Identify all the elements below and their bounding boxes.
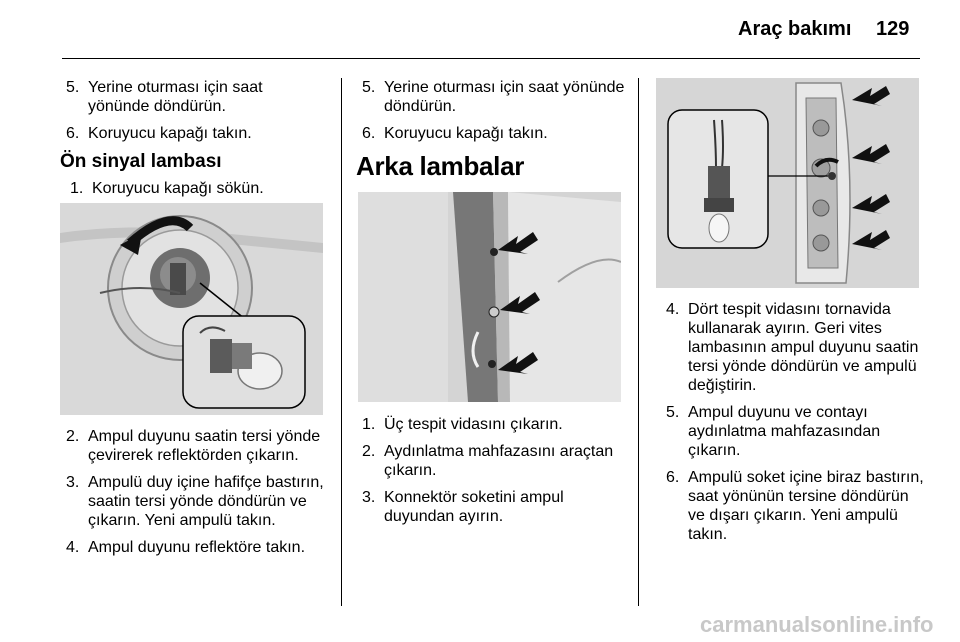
list-item: 6. Koruyucu kapağı takın.: [362, 125, 548, 142]
column-1-lower: [66, 427, 332, 565]
column-3: [666, 300, 928, 552]
running-header-title: Araç bakımı: [738, 18, 852, 40]
section-heading-front-signal: Ön sinyal lambası: [60, 151, 222, 172]
watermark: carmanualsonline.info: [700, 612, 934, 637]
column-2-lower: [362, 415, 628, 534]
section-heading-rear-lamps: Arka lambalar: [356, 151, 525, 181]
column-1: [60, 78, 328, 206]
list-item: 1. Üç tespit vidasını çıkarın.: [362, 416, 563, 433]
list-item: 1. Koruyucu kapağı sökün.: [70, 180, 264, 197]
col1-pre-steps: [70, 179, 328, 198]
column-divider-1: [341, 78, 342, 606]
list-item: 3. Ampulü duy içine hafifçe bastırın, saatin tersi yönde döndürün ve çıkarın. Yeni ampulü takın.: [66, 474, 324, 529]
list-item: 6. Ampulü soket içine biraz bastırın, saat yönünün tersine döndürün ve dışarı çıkarın. Yeni ampulü takın.: [666, 469, 924, 543]
page-number: 129: [876, 18, 910, 40]
figure-rear-lamp-screws: [358, 192, 621, 402]
figure-rear-lamp-housing: [656, 78, 919, 288]
col2-post-steps: [362, 415, 628, 526]
list-item: 4. Dört tespit vidasını tornavida kullanarak ayırın. Geri vites lambasının ampul duyunu saatin tersi yönde döndürün ve ampulü değiştirin.: [666, 301, 919, 394]
col1-top-steps: [66, 78, 328, 143]
header-rule: [62, 58, 920, 59]
col2-top-steps: [362, 78, 628, 143]
col1-post-steps: [66, 427, 332, 557]
list-item: 2. Aydınlatma mahfazasını araçtan çıkarın.: [362, 443, 614, 479]
column-divider-2: [638, 78, 639, 606]
list-item: 5. Yerine oturması için saat yönünde döndürün.: [66, 79, 263, 115]
list-item: 5. Ampul duyunu ve contayı aydınlatma mahfazasından çıkarın.: [666, 404, 881, 459]
list-item: 5. Yerine oturması için saat yönünde döndürün.: [362, 79, 625, 115]
list-item: 2. Ampul duyunu saatin tersi yönde çevirerek reflektörden çıkarın.: [66, 428, 321, 464]
figure-front-signal-lamp: [60, 203, 323, 415]
list-item: 6. Koruyucu kapağı takın.: [66, 125, 252, 142]
column-2: [356, 78, 628, 182]
list-item: 3. Konnektör soketini ampul duyundan ayırın.: [362, 489, 564, 525]
col3-post-steps: [666, 300, 928, 544]
list-item: 4. Ampul duyunu reflektöre takın.: [66, 539, 306, 556]
